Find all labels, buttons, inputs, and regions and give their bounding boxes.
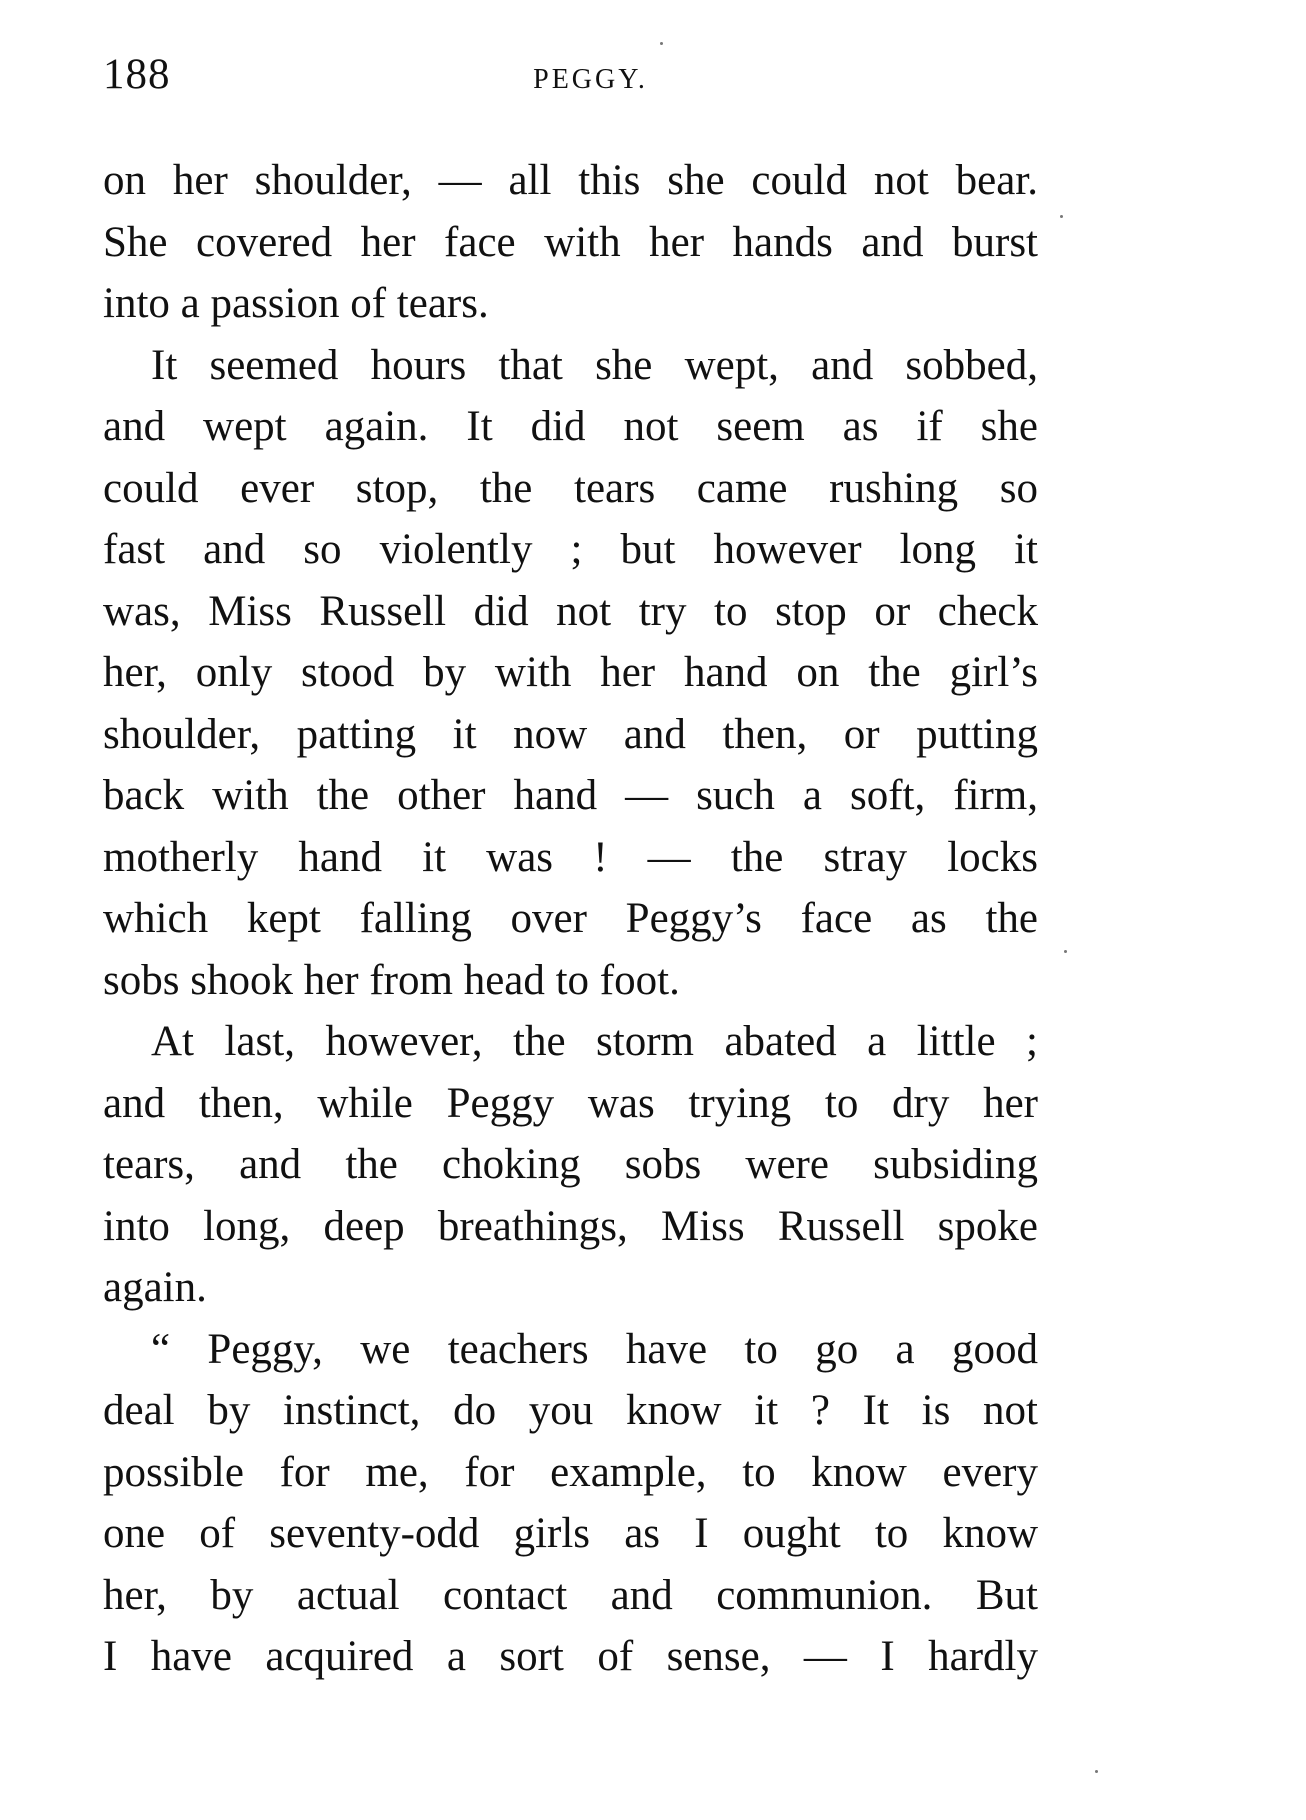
text-line: It seemed hours that she wept, and sobbed, <box>151 341 1038 389</box>
text-line: was, Miss Russell did not try to stop or check <box>103 587 1038 635</box>
text-line: She covered her face with her hands and burst <box>103 218 1038 266</box>
text-line: could ever stop, the tears came rushing so <box>103 464 1038 512</box>
text-line: which kept falling over Peggy’s face as the <box>103 895 1038 942</box>
text-line: and then, while Peggy was trying to dry her <box>103 1079 1038 1127</box>
text-line: possible for me, for example, to know every <box>103 1448 1038 1496</box>
text-line: sobs shook her from head to foot. <box>103 956 680 1004</box>
text-line: I have acquired a sort of sense, — I hardly <box>103 1633 1038 1680</box>
paper-speck <box>1064 950 1067 953</box>
paper-speck <box>1060 215 1063 218</box>
text-line: motherly hand it was ! — the stray locks <box>103 833 1038 881</box>
paper-speck <box>660 42 663 45</box>
text-line: into a passion of tears. <box>103 280 489 327</box>
text-line: tears, and the choking sobs were subsiding <box>103 1141 1038 1188</box>
text-line: one of seventy-odd girls as I ought to know <box>103 1510 1038 1557</box>
text-line: At last, however, the storm abated a little ; <box>151 1018 1038 1065</box>
text-line: into long, deep breathings, Miss Russell spoke <box>103 1202 1038 1250</box>
page-header <box>103 50 1038 110</box>
text-line: fast and so violently ; but however long it <box>103 526 1038 573</box>
text-line: shoulder, patting it now and then, or putting <box>103 710 1038 758</box>
text-line: her, only stood by with her hand on the girl’s <box>103 649 1038 696</box>
running-title: PEGGY. <box>533 64 648 95</box>
page-number: 188 <box>103 51 171 98</box>
text-line: “ Peggy, we teachers have to go a good <box>151 1325 1038 1373</box>
text-line: her, by actual contact and communion. But <box>103 1571 1038 1619</box>
text-line: again. <box>103 1264 207 1311</box>
text-line: on her shoulder, — all this she could not bear. <box>103 157 1038 204</box>
body-text <box>103 150 1038 1688</box>
paper-speck <box>1095 1770 1098 1773</box>
text-line: and wept again. It did not seem as if she <box>103 403 1038 450</box>
text-line: back with the other hand — such a soft, firm, <box>103 772 1038 819</box>
text-line: deal by instinct, do you know it ? It is not <box>103 1387 1038 1434</box>
